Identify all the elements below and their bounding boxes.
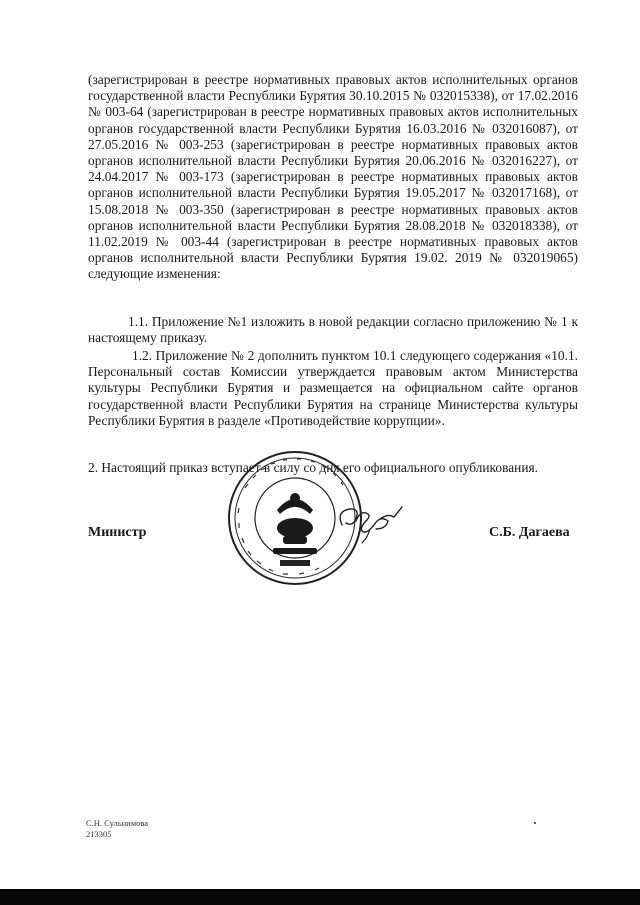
intro-paragraph: (зарегистрирован в реестре нормативных правовых актов исполнительных органов государственной власти Республики Бурятия 30.10.2015 № 032015338), от 17.02.2016 № 003-64 (зарегистрирован в реестре нормативных правовых актов исполнительных органов государственной власти Республики Бурятия 16.03.2016 № 032016087), от 27.05.2016 № 003-253 (зарегистрирован в реестре нормативных правовых актов органов исполнительной власти Республики Бурятия 20.06.2016 № 032016227), от 24.04.2017 № 003-173 (зарегистрирован в реестре нормативных правовых актов органов исполнительной власти Республики Бурятия 19.05.2017 № 032017168), от 15.08.2018 № 003-350 (зарегистрирован в реестре нормативных правовых актов органов исполнительной власти Республики Бурятия 28.08.2018 № 032018338), от 11.02.2019 № 003-44 (зарегистрирован в реестре нормативных правовых актов органов исполнительной власти Республики Бурятия 19.02. 2019 № 032019065) следующие изменения: <box>88 72 578 282</box>
item-1-1-paragraph: 1.1. Приложение №1 изложить в новой редакции согласно приложению № 1 к настоящему приказу. <box>88 314 578 346</box>
executor-name: С.Н. Сульнимова <box>86 818 149 828</box>
signer-position: Министр <box>88 525 147 540</box>
item-2-paragraph: 2. Настоящий приказ вступает в силу со дня его официального опубликования. <box>88 460 538 475</box>
handwritten-signature-icon <box>330 495 410 545</box>
signer-name: С.Б. Дагаева <box>489 525 570 540</box>
scan-speck <box>534 822 536 824</box>
item-1-2-paragraph: 1.2. Приложение № 2 дополнить пунктом 10.1 следующего содержания «10.1. Персональный состав Комиссии утверждается правовым актом Министерства культуры Республики Бурятия и размещается на официальном сайте органов государственной власти Республики Бурятия на странице Министерства культуры Республики Бурятия в разделе «Противодействие коррупции». <box>88 348 578 428</box>
scan-border-bar <box>0 889 640 905</box>
executor-footer <box>86 818 148 840</box>
executor-phone: 213305 <box>86 829 112 839</box>
